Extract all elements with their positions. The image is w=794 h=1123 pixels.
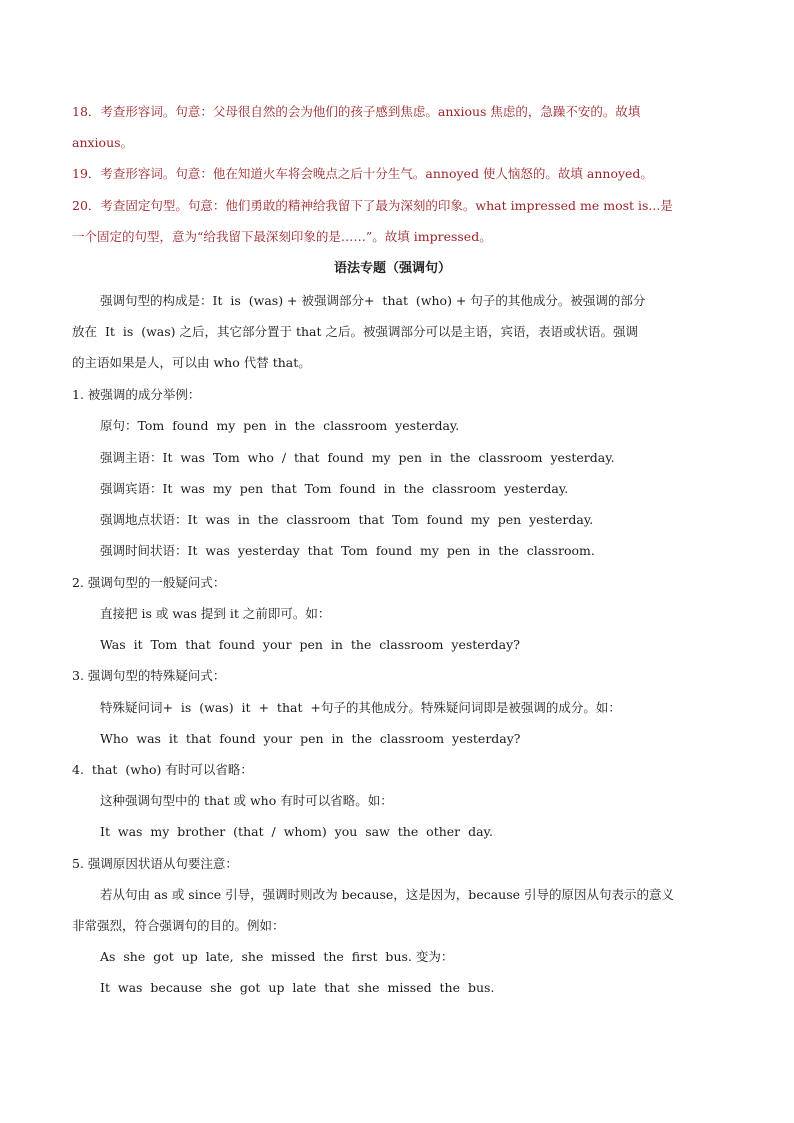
section-4-note: 这种强调句型中的 that 或 who 有时可以省略。如： xyxy=(100,793,393,808)
section-5-heading: 5. 强调原因状语从句要注意： xyxy=(72,856,238,871)
example-object: 强调宾语：It was my pen that Tom found in the classroom yesterday. xyxy=(100,481,569,496)
section-5-example-original: As she got up late, she missed the first bus. 变为： xyxy=(100,949,454,964)
intro-line-3: 的主语如果是人，可以由 who 代替 that。 xyxy=(72,355,311,370)
section-2-note: 直接把 is 或 was 提到 it 之前即可。如： xyxy=(100,606,331,621)
section-3-note: 特殊疑问词+ is (was) it + that +句子的其他成分。特殊疑问词即是被强调的成分。如： xyxy=(100,700,621,715)
section-2-heading: 2. 强调句型的一般疑问式： xyxy=(72,575,226,590)
section-4-heading: 4. that (who) 有时可以省略： xyxy=(72,762,253,777)
example-original: 原句：Tom found my pen in the classroom yesterday. xyxy=(100,418,460,433)
answer-20-line-2: 一个固定的句型，意为“给我留下最深刻印象的是……”。故填 impressed。 xyxy=(72,229,492,244)
section-4-example: It was my brother (that / whom) you saw the other day. xyxy=(100,824,493,839)
example-place-adverbial: 强调地点状语：It was in the classroom that Tom found my pen yesterday. xyxy=(100,512,594,527)
section-5-note-line-2: 非常强烈，符合强调句的目的。例如： xyxy=(72,918,285,933)
answer-18-line-1: 18．考查形容词。句意：父母很自然的会为他们的孩子感到焦虑。anxious 焦虑的，急躁不安的。故填 xyxy=(72,104,641,119)
section-1-heading: 1. 被强调的成分举例： xyxy=(72,387,201,402)
example-time-adverbial: 强调时间状语：It was yesterday that Tom found my pen in the classroom. xyxy=(100,543,595,558)
example-subject: 强调主语：It was Tom who / that found my pen in the classroom yesterday. xyxy=(100,450,615,465)
section-5-example-emphasis: It was because she got up late that she missed the bus. xyxy=(100,980,495,995)
section-title: 语法专题（强调句） xyxy=(334,261,452,276)
section-3-example: Who was it that found your pen in the classroom yesterday? xyxy=(100,731,521,746)
intro-line-1: 强调句型的构成是：It is (was) + 被强调部分+ that (who) + 句子的其他成分。被强调的部分 xyxy=(100,293,646,308)
answer-20-line-1: 20．考查固定句型。句意：他们勇敢的精神给我留下了最为深刻的印象。what impressed me most is...是 xyxy=(72,198,673,213)
section-3-heading: 3. 强调句型的特殊疑问式： xyxy=(72,668,226,683)
answer-19: 19．考查形容词。句意：他在知道火车将会晚点之后十分生气。annoyed 使人恼怒的。故填 annoyed。 xyxy=(72,166,653,181)
answer-18-line-2: anxious。 xyxy=(72,135,134,150)
intro-line-2: 放在 It is (was) 之后，其它部分置于 that 之后。被强调部分可以是主语，宾语，表语或状语。强调 xyxy=(72,324,639,339)
section-5-note-line-1: 若从句由 as 或 since 引导，强调时则改为 because，这是因为，because 引导的原因从句表示的意义 xyxy=(100,887,675,902)
section-2-example: Was it Tom that found your pen in the classroom yesterday? xyxy=(100,637,520,652)
